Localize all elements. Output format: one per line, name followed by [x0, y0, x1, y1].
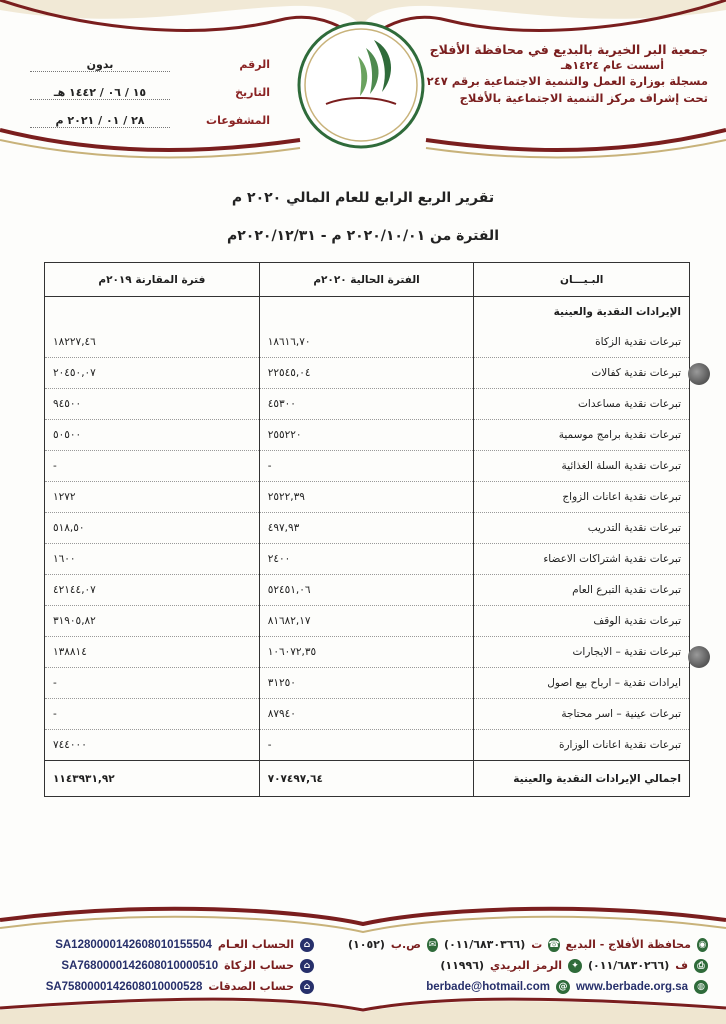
globe-icon: ◍ [694, 980, 708, 994]
website-link[interactable]: www.berbade.org.sa [575, 980, 688, 993]
attachments-value: ٢٨ / ٠١ / ٢٠٢١ م [30, 114, 170, 128]
punch-hole [688, 646, 710, 668]
table-row [45, 389, 690, 420]
phone-number: (٠١١/٦٨٣٠٣٦٦) [444, 938, 526, 951]
attachments-row [30, 114, 270, 142]
location-pin-icon: ◉ [698, 939, 707, 950]
row-current-value: ٥٢٤٥١,٠٦ [259, 575, 474, 606]
row-comparison-value: ٤٢١٤٤,٠٧ [45, 575, 260, 606]
row-current-value: - [259, 730, 474, 761]
row-description: تبرعات نقدية الزكاة [474, 327, 690, 358]
table-row [45, 513, 690, 544]
ref-number-row [30, 58, 270, 86]
table-row [45, 575, 690, 606]
ref-number-value: بدون [30, 58, 170, 72]
header-description: البـيـــان [474, 263, 690, 297]
row-description: تبرعات نقدية الوقف [474, 606, 690, 637]
fax-icon: ⎙ [694, 959, 708, 973]
row-current-value: ١٠٦٠٧٢,٣٥ [259, 637, 474, 668]
phone-label: ت [531, 938, 543, 951]
row-current-value: ٤٥٣٠٠ [259, 389, 474, 420]
reference-block [30, 58, 270, 142]
row-comparison-value: ١٦٠٠ [45, 544, 260, 575]
row-description: تبرعات نقدية اشتراكات الاعضاء [474, 544, 690, 575]
postal-code: (١١٩٩٦) [440, 959, 484, 972]
org-registration: مسجلة بوزارة العمل والتنمية الاجتماعية برقم ٢٤٧ [426, 74, 708, 88]
table-row [45, 482, 690, 513]
footer-contact [348, 934, 708, 997]
report-period: الفترة من ٢٠٢٠/١٠/٠١ م - ٢٠٢٠/١٢/٣١م [227, 228, 499, 244]
mailbox-icon: ✉ [428, 939, 437, 950]
row-description: تبرعات نقدية التبرع العام [474, 575, 690, 606]
header-current: الفترة الحالية ٢٠٢٠م [259, 263, 474, 297]
footer-location: محافظة الأفلاج - البديع [565, 938, 691, 951]
table-row [45, 730, 690, 761]
account-row [14, 955, 314, 976]
footer-row-1 [348, 934, 708, 955]
account-number: SA1280000142608010155504 [55, 938, 212, 951]
account-number: SA7680000142608010000510 [61, 959, 219, 972]
org-founded: أسست عام ١٤٢٤هـ [560, 59, 664, 72]
bank-icon: ⌂ [300, 980, 314, 994]
punch-hole [688, 363, 710, 385]
footer-row-3 [348, 976, 708, 997]
revenue-table [44, 262, 690, 797]
account-number: SA7580000142608010000528 [45, 980, 203, 993]
total-description: اجمالي الإيرادات النقدية والعينية [474, 761, 690, 797]
row-current-value: ٨١٦٨٢,١٧ [259, 606, 474, 637]
account-label: الحساب العـام [217, 938, 294, 951]
total-current-value: ٧٠٧٤٩٧,٦٤ [259, 761, 474, 797]
header-comparison: فترة المقارنة ٢٠١٩م [45, 263, 260, 297]
date-row [30, 86, 270, 114]
row-current-value: ٣١٢٥٠ [259, 668, 474, 699]
row-comparison-value: ١٣٨٨١٤ [45, 637, 260, 668]
organization-logo [296, 20, 426, 150]
row-current-value: ٤٩٧,٩٣ [259, 513, 474, 544]
report-title: تقرير الربع الرابع للعام المالي ٢٠٢٠ م [231, 190, 495, 206]
row-description: تبرعات نقدية كفالات [474, 358, 690, 389]
pobox-number: (١٠٥٢) [348, 938, 385, 951]
row-comparison-value: ٥١٨,٥٠ [45, 513, 260, 544]
fax-number: (٠١١/٦٨٣٠٢٦٦) [588, 959, 670, 972]
row-comparison-value: ٩٤٥٠٠ [45, 389, 260, 420]
footer [0, 930, 726, 1000]
total-row [45, 761, 690, 797]
attachments-label: المشفوعات [206, 114, 270, 127]
row-description: تبرعات نقدية السلة الغذائية [474, 451, 690, 482]
row-current-value: ٢٥٢٢,٣٩ [259, 482, 474, 513]
table-body [45, 297, 690, 797]
row-description: تبرعات نقدية التدريب [474, 513, 690, 544]
table-row [45, 358, 690, 389]
row-comparison-value: ٢٠٤٥٠,٠٧ [45, 358, 260, 389]
fax-label: ف [675, 959, 688, 972]
row-description: تبرعات نقدية اعانات الوزارة [474, 730, 690, 761]
row-description: تبرعات نقدية برامج موسمية [474, 420, 690, 451]
row-description: تبرعات نقدية مساعدات [474, 389, 690, 420]
date-value: ١٥ / ٠٦ / ١٤٤٢ هـ [30, 86, 170, 100]
row-comparison-value: - [45, 451, 260, 482]
row-description: تبرعات عينية – اسر محتاجة [474, 699, 690, 730]
section-title: الإيرادات النقدية والعينية [474, 297, 690, 327]
footer-row-2 [348, 955, 708, 976]
table-row [45, 637, 690, 668]
bank-icon: ⌂ [300, 938, 314, 952]
table-header-row [45, 263, 690, 297]
table-row [45, 451, 690, 482]
account-row [14, 976, 314, 997]
row-description: ايرادات نقدية – ارباح بيع اصول [474, 668, 690, 699]
row-current-value: ٨٧٩٤٠ [259, 699, 474, 730]
pobox-label: ص.ب [390, 938, 421, 951]
row-description: تبرعات نقدية اعانات الزواج [474, 482, 690, 513]
row-comparison-value: ٣١٩٠٥,٨٢ [45, 606, 260, 637]
row-comparison-value: ١٢٧٢ [45, 482, 260, 513]
ref-number-label: الرقم [239, 58, 270, 71]
row-comparison-value: ٥٠٥٠٠ [45, 420, 260, 451]
row-current-value: ٢٢٥٤٥,٠٤ [259, 358, 474, 389]
org-supervision: تحت إشراف مركز التنمية الاجتماعية بالأفلاج [459, 91, 708, 105]
row-description: تبرعات نقدية – الايجارات [474, 637, 690, 668]
postal-code-icon: ✦ [568, 959, 582, 973]
table-row [45, 327, 690, 358]
row-comparison-value: - [45, 699, 260, 730]
row-comparison-value: ٧٤٤٠٠٠ [45, 730, 260, 761]
organization-info [408, 42, 708, 105]
row-comparison-value: - [45, 668, 260, 699]
table-row [45, 699, 690, 730]
row-comparison-value: ١٨٢٢٧,٤٦ [45, 327, 260, 358]
row-current-value: ٢٥٥٢٢٠ [259, 420, 474, 451]
table-row [45, 606, 690, 637]
account-row [14, 934, 314, 955]
org-name: جمعية البر الخيرية بالبديع في محافظة الأفلاج [429, 42, 708, 57]
section-row [45, 297, 690, 327]
total-comparison-value: ١١٤٣٩٣١,٩٢ [45, 761, 260, 797]
email-icon: @ [556, 980, 570, 994]
date-label: التاريخ [235, 86, 270, 99]
row-current-value: ٢٤٠٠ [259, 544, 474, 575]
row-current-value: - [259, 451, 474, 482]
table-row [45, 420, 690, 451]
account-label: حساب الصدقات [208, 980, 294, 993]
email-link[interactable]: berbade@hotmail.com [426, 980, 550, 993]
postal-label: الرمز البريدي [489, 959, 562, 972]
footer-bank-accounts [14, 934, 314, 997]
phone-icon: ☎ [548, 939, 560, 950]
account-label: حساب الزكاة [224, 959, 294, 972]
table-row [45, 544, 690, 575]
table-row [45, 668, 690, 699]
bank-icon: ⌂ [300, 959, 314, 973]
row-current-value: ١٨٦١٦,٧٠ [259, 327, 474, 358]
